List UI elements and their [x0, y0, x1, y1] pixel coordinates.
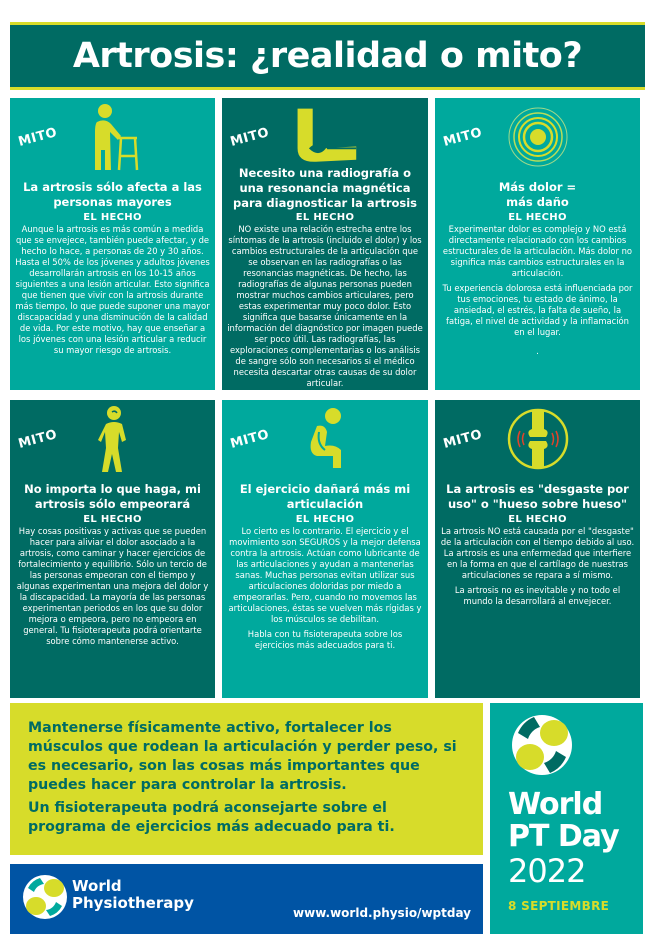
elbow-joint-icon [290, 102, 360, 172]
knee-joint-icon [503, 404, 573, 474]
myth-card-5 [222, 400, 428, 698]
fact-text: Aunque la artrosis es más común a medida que se envejece, también puede afectar, y de hecho lo hace, a personas de 20 y 30 años. Hasta el 50% de los jóvenes y adultos jóvenes desarrollarán artrosis en los 10-15 años siguientes a una lesión articular. Esto significa que tienen que vivir con la artrosis durante más tiempo, lo que puede suponer una mayor discapacidad y una disminución de la calidad de vida. Por este motivo, hay que enseñar a los jóvenes con una lesión articular a reducir su mayor riesgo de artrosis. [15, 224, 210, 355]
fact-text: La artrosis NO está causada por el "desgaste" de la articulación con el tiempo debido al uso. La artrosis es una enfermedad que interfiere en la forma en que el cartílago de nuestras articulaciones se repara a sí mismo. La artrosis no es inevitable y no todo el mundo la desarrollará al envejecer. [440, 526, 635, 606]
advice-secondary: Un fisioterapeuta podrá aconsejarte sobre el programa de ejercicios más adecuado para ti. [28, 800, 395, 835]
walker-icon [78, 102, 148, 172]
website-link[interactable]: www.world.physio/wptday [293, 906, 471, 920]
myth-statement: La artrosis sólo afecta a las personas mayores [23, 180, 202, 209]
myth-card-6 [435, 400, 640, 698]
myth-label: MITO [441, 427, 484, 452]
fact-heading: EL HECHO [295, 514, 355, 525]
myth-statement: Necesito una radiografía o una resonancia magnética para diagnosticar la artrosis [232, 166, 418, 210]
myth-card-4 [10, 400, 215, 698]
fact-heading: EL HECHO [83, 212, 142, 223]
fact-text: Hay cosas positivas y activas que se pueden hacer para aliviar el dolor asociado a la artrosis, como caminar y hacer ejercicios de fortalecimiento y equilibrio. Sólo un tercio de las personas empeoran con el tiempo y algunas experimentan una mejora del dolor y la discapacidad. La mayoría de las personas experimentan periodos en los que su dolor mejora o empeora, pero no empeora en general. Tu fisioterapeuta podrá orientarte sobre cómo mantenerse activo. [16, 526, 209, 646]
advice-box [10, 703, 483, 855]
myth-card-3 [435, 98, 640, 390]
fact-heading: EL HECHO [508, 514, 567, 525]
fact-text: NO existe una relación estrecha entre los síntomas de la artrosis (incluido el dolor) y los cambios estructurales de la articulación que se observan en las radiografías o las resonancias magnéticas. De hecho, las radiografías de algunas personas pueden mostrar muchos cambios articulares, pero estas experimentar muy poco dolor. Esto significa que basarse únicamente en la información del diagnóstico por imagen puede ser poco útil. Las radiografías, las exploraciones complementarias o los análisis de sangre sólo son necesarios si el médico necesita descartar otras causas de su dolor articular. [227, 224, 423, 388]
myth-statement: La artrosis es "desgaste por uso" o "hueso sobre hueso" [446, 482, 629, 511]
myth-label: MITO [228, 125, 271, 150]
page-title: Artrosis: ¿realidad o mito? [72, 36, 583, 76]
event-name-line1: World [508, 787, 603, 822]
fact-heading: EL HECHO [83, 514, 142, 525]
fact-heading: EL HECHO [295, 212, 355, 223]
world-physiotherapy-logo-icon [22, 874, 68, 920]
event-date: 8 SEPTIEMBRE [508, 899, 610, 913]
fact-heading: EL HECHO [508, 212, 567, 223]
myth-label: MITO [16, 427, 59, 452]
fact-text: Experimentar dolor es complejo y NO está directamente relacionado con los cambios estructurales de la articulación. Más dolor no significa más cambios estructurales en la articulación. Tu experiencia dolorosa está influenciada por tus emociones, tu estado de ánimo, la ansiedad, el estrés, la falta de sueño, la fatiga, el nivel de actividad y la inflamación en el lugar. . [442, 224, 633, 356]
myth-statement: Más dolor = más daño [498, 180, 577, 209]
event-name-line2: PT Day [508, 819, 619, 854]
brand-name: World Physiotherapy [72, 877, 194, 912]
footer-banner [10, 864, 483, 934]
kneeling-person-icon [290, 404, 360, 474]
world-pt-day-badge [490, 703, 643, 934]
myth-card-1 [10, 98, 215, 390]
myth-label: MITO [228, 427, 271, 452]
event-year: 2022 [508, 852, 586, 890]
myth-statement: El ejercicio dañará más mi articulación [239, 482, 411, 511]
myth-label: MITO [441, 125, 484, 150]
world-pt-day-logo-icon [510, 713, 574, 777]
myth-statement: No importa lo que haga, mi artrosis sólo empeorará [24, 482, 201, 511]
hunched-person-icon [78, 404, 148, 474]
pain-rings-icon [503, 102, 573, 172]
advice-main: Mantenerse físicamente activo, fortalecer los músculos que rodean la articulación y perder peso, si es necesario, son las cosas más importantes que puedes hacer para controlar la artrosis. [28, 720, 457, 793]
myth-label: MITO [16, 125, 59, 150]
fact-text: Lo cierto es lo contrario. El ejercicio y el movimiento son SEGUROS y la mejor defensa contra la artrosis. Actúan como lubricante de las articulaciones y ayudan a mantenerlas sanas. Muchas personas evitan utilizar sus articulaciones doloridas por miedo a empeorarlas. Pero, cuando no movemos las articulaciones, éstas se vuelven más rígidas y los músculos se debilitan. Habla con tu fisioterapeuta sobre los ejercicios más adecuados para ti. [228, 526, 422, 650]
myth-card-2 [222, 98, 428, 390]
title-banner [10, 22, 645, 90]
